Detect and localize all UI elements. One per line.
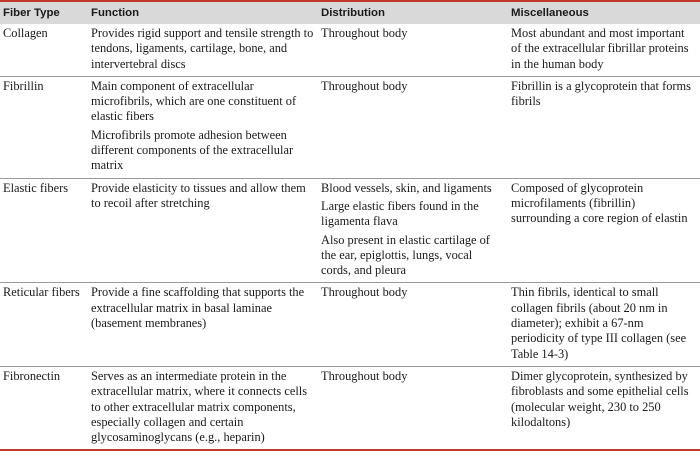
cell-distribution bbox=[318, 366, 508, 450]
cell-paragraph: Large elastic fibers found in the ligamenta flava bbox=[321, 198, 479, 229]
cell-paragraph: Throughout body bbox=[321, 285, 408, 300]
table-row bbox=[0, 76, 700, 178]
cell-fiber-type: Elastic fibers bbox=[3, 180, 69, 195]
cell-paragraph: Thin fibrils, identical to small collagen fibrils (about 20 nm in diameter); exhibit a 67-nm periodicity of type III collagen (see Table 14-3) bbox=[511, 285, 687, 361]
table-row bbox=[0, 178, 700, 283]
header-function: Function bbox=[88, 1, 318, 24]
cell-distribution bbox=[318, 178, 508, 283]
table-row bbox=[0, 366, 700, 450]
cell-fiber-type: Fibronectin bbox=[3, 368, 61, 383]
cell-paragraph: Fibrillin is a glycoprotein that forms fibrils bbox=[511, 78, 691, 109]
cell-paragraph: Most abundant and most important of the extracellular fibrillar proteins in the human body bbox=[511, 26, 689, 71]
header-distribution: Distribution bbox=[318, 1, 508, 24]
cell-paragraph: Blood vessels, skin, and ligaments bbox=[321, 180, 492, 195]
cell-function bbox=[88, 283, 318, 366]
header-miscellaneous: Miscellaneous bbox=[508, 1, 700, 24]
table-header-row bbox=[0, 1, 700, 24]
cell-paragraph: Also present in elastic cartilage of the ear, epiglottis, lungs, vocal cords, and pleura bbox=[321, 232, 490, 278]
cell-function bbox=[88, 24, 318, 76]
cell-miscellaneous bbox=[508, 24, 700, 76]
cell-paragraph: Provides rigid support and tensile strength to tendons, ligaments, cartilage, bone, and intervertebral discs bbox=[91, 26, 314, 71]
cell-miscellaneous bbox=[508, 178, 700, 283]
cell-function bbox=[88, 178, 318, 283]
table-row bbox=[0, 283, 700, 366]
cell-paragraph: Provide a fine scaffolding that supports the extracellular matrix in basal laminae (basement membranes) bbox=[91, 285, 305, 331]
cell-distribution bbox=[318, 76, 508, 178]
cell-function bbox=[88, 366, 318, 450]
cell-fiber-type: Collagen bbox=[3, 26, 48, 40]
cell-fiber-type: Fibrillin bbox=[3, 78, 44, 93]
cell-paragraph: Composed of glycoprotein microfilaments (fibrillin) surrounding a core region of elastin bbox=[511, 180, 688, 226]
cell-miscellaneous bbox=[508, 283, 700, 366]
cell-paragraph: Throughout body bbox=[321, 368, 408, 383]
cell-paragraph: Throughout body bbox=[321, 26, 408, 40]
cell-paragraph: Provide elasticity to tissues and allow them to recoil after stretching bbox=[91, 180, 306, 210]
header-fiber-type: Fiber Type bbox=[0, 1, 88, 24]
cell-paragraph: Main component of extracellular microfibrils, which are one constituent of elastic fibers bbox=[91, 78, 297, 124]
cell-paragraph: Microfibrils promote adhesion between different components of the extracellular matrix bbox=[91, 127, 294, 173]
cell-paragraph: Serves as an intermediate protein in the extracellular matrix, where it connects cells to other extracellular matrix components, especially collagen and certain glycosaminoglycans (e.g., heparin) bbox=[91, 368, 308, 445]
cell-miscellaneous bbox=[508, 76, 700, 178]
cell-paragraph: Throughout body bbox=[321, 78, 408, 93]
cell-distribution bbox=[318, 24, 508, 76]
cell-fiber-type: Reticular fibers bbox=[3, 285, 80, 300]
cell-function bbox=[88, 76, 318, 178]
cell-miscellaneous bbox=[508, 366, 700, 450]
table-row bbox=[0, 24, 700, 76]
cell-paragraph: Dimer glycoprotein, synthesized by fibroblasts and some epithelial cells (molecular weight, 230 to 250 kilodaltons) bbox=[511, 368, 689, 429]
cell-distribution bbox=[318, 283, 508, 366]
